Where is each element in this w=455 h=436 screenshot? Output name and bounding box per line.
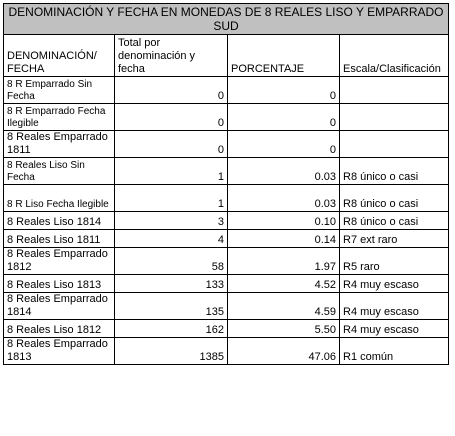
row-scale: R4 muy escaso (340, 320, 449, 338)
coin-table (3, 3, 449, 365)
row-total: 162 (115, 320, 228, 338)
row-total: 3 (115, 212, 228, 230)
row-scale (340, 77, 449, 104)
row-scale: R8 único o casi (340, 185, 449, 212)
header-row (4, 35, 449, 77)
row-pct: 1.97 (228, 248, 340, 275)
title-row (4, 4, 449, 35)
table-row (4, 248, 449, 275)
table-row (4, 230, 449, 248)
row-name: 8 Reales Emparrado 1813 (4, 338, 115, 365)
row-scale: R8 único o casi (340, 158, 449, 185)
row-name: 8 Reales Emparrado 1811 (4, 131, 115, 158)
row-pct: 0 (228, 131, 340, 158)
table-row (4, 104, 449, 131)
row-total: 0 (115, 131, 228, 158)
row-scale: R4 muy escaso (340, 293, 449, 320)
header-escala: Escala/Clasificación (340, 35, 449, 77)
row-name: 8 R Liso Fecha Ilegible (4, 185, 115, 212)
row-scale: R1 común (340, 338, 449, 365)
row-total: 135 (115, 293, 228, 320)
row-total: 1 (115, 158, 228, 185)
row-pct: 4.52 (228, 275, 340, 293)
row-total: 0 (115, 104, 228, 131)
table-row (4, 275, 449, 293)
table-row (4, 293, 449, 320)
row-pct: 0.10 (228, 212, 340, 230)
row-pct: 0.03 (228, 185, 340, 212)
table-title: DENOMINACIÓN Y FECHA EN MONEDAS DE 8 REALES LISO Y EMPARRADO SUD (4, 4, 449, 35)
table-row (4, 185, 449, 212)
row-name: 8 Reales Liso 1811 (4, 230, 115, 248)
table-row (4, 338, 449, 365)
row-name: 8 Reales Liso 1813 (4, 275, 115, 293)
row-total: 58 (115, 248, 228, 275)
row-total: 4 (115, 230, 228, 248)
row-name: 8 R Emparrado Fecha Ilegible (4, 104, 115, 131)
table-row (4, 158, 449, 185)
row-pct: 4.59 (228, 293, 340, 320)
row-name: 8 Reales Liso 1814 (4, 212, 115, 230)
table-row (4, 131, 449, 158)
coin-table-sheet (3, 3, 448, 365)
table-row (4, 320, 449, 338)
row-name: 8 Reales Emparrado 1812 (4, 248, 115, 275)
row-name: 8 Reales Liso 1812 (4, 320, 115, 338)
row-pct: 0 (228, 77, 340, 104)
row-total: 133 (115, 275, 228, 293)
row-scale: R4 muy escaso (340, 275, 449, 293)
row-name: 8 R Emparrado Sin Fecha (4, 77, 115, 104)
row-scale (340, 131, 449, 158)
row-scale: R5 raro (340, 248, 449, 275)
row-pct: 5.50 (228, 320, 340, 338)
row-pct: 0 (228, 104, 340, 131)
row-name: 8 Reales Liso Sin Fecha (4, 158, 115, 185)
header-denominacion: DENOMINACIÓN/ FECHA (4, 35, 115, 77)
table-row (4, 212, 449, 230)
row-total: 1 (115, 185, 228, 212)
row-scale: R8 único o casi (340, 212, 449, 230)
row-pct: 0.03 (228, 158, 340, 185)
table-row (4, 77, 449, 104)
row-scale (340, 104, 449, 131)
row-total: 0 (115, 77, 228, 104)
row-pct: 0.14 (228, 230, 340, 248)
row-name: 8 Reales Emparrado 1814 (4, 293, 115, 320)
row-pct: 47.06 (228, 338, 340, 365)
header-porcentaje: PORCENTAJE (228, 35, 340, 77)
row-scale: R7 ext raro (340, 230, 449, 248)
row-total: 1385 (115, 338, 228, 365)
header-total: Total por denominación y fecha (115, 35, 228, 77)
